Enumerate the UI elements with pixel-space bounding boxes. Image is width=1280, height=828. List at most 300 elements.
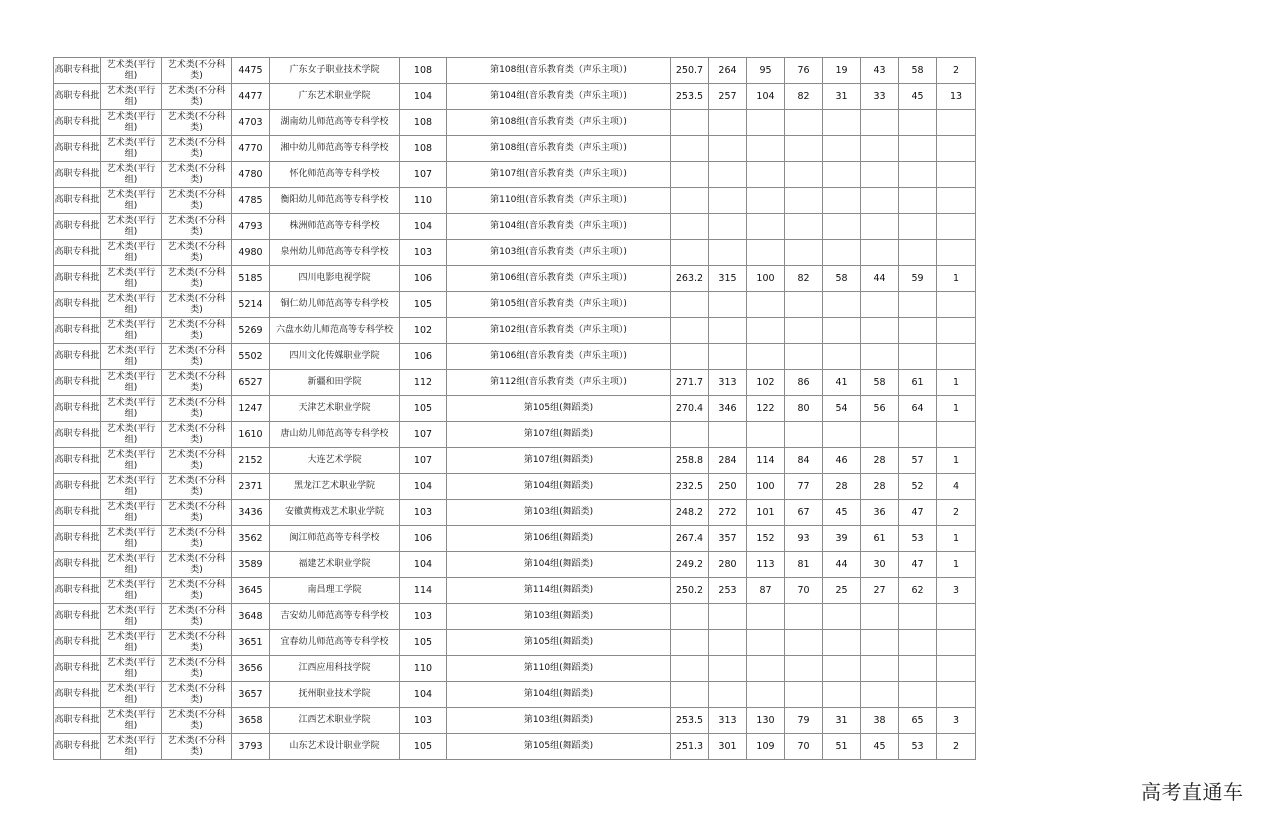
stat-1-cell: 313 bbox=[709, 708, 747, 734]
stat-4-cell bbox=[823, 656, 861, 682]
stat-1-cell: 284 bbox=[709, 448, 747, 474]
subject-type-cell: 艺术类(不分科类) bbox=[162, 58, 232, 84]
stat-4-cell: 41 bbox=[823, 370, 861, 396]
group-code-cell: 107 bbox=[400, 422, 447, 448]
stat-5-cell bbox=[861, 240, 899, 266]
score-cell: 249.2 bbox=[671, 552, 709, 578]
stat-1-cell: 253 bbox=[709, 578, 747, 604]
group-name-cell: 第110组(舞蹈类) bbox=[447, 656, 671, 682]
group-code-cell: 104 bbox=[400, 84, 447, 110]
batch-cell: 高职专科批 bbox=[54, 734, 101, 760]
group-name-cell: 第114组(舞蹈类) bbox=[447, 578, 671, 604]
stat-6-cell: 45 bbox=[899, 84, 937, 110]
school-name-cell: 衡阳幼儿师范高等专科学校 bbox=[270, 188, 400, 214]
school-code-cell: 3658 bbox=[232, 708, 270, 734]
group-name-cell: 第106组(音乐教育类（声乐主项）) bbox=[447, 266, 671, 292]
table-row bbox=[54, 58, 976, 84]
score-cell bbox=[671, 604, 709, 630]
stat-2-cell bbox=[747, 214, 785, 240]
score-cell: 253.5 bbox=[671, 84, 709, 110]
stat-6-cell: 65 bbox=[899, 708, 937, 734]
school-name-cell: 抚州职业技术学院 bbox=[270, 682, 400, 708]
category-cell: 艺术类(平行组) bbox=[101, 526, 162, 552]
group-name-cell: 第102组(音乐教育类（声乐主项）) bbox=[447, 318, 671, 344]
subject-type-cell: 艺术类(不分科类) bbox=[162, 396, 232, 422]
school-code-cell: 4793 bbox=[232, 214, 270, 240]
score-cell bbox=[671, 630, 709, 656]
group-code-cell: 106 bbox=[400, 526, 447, 552]
school-code-cell: 4703 bbox=[232, 110, 270, 136]
group-name-cell: 第104组(舞蹈类) bbox=[447, 474, 671, 500]
stat-4-cell bbox=[823, 214, 861, 240]
score-cell: 258.8 bbox=[671, 448, 709, 474]
category-cell: 艺术类(平行组) bbox=[101, 578, 162, 604]
table-row bbox=[54, 474, 976, 500]
subject-type-cell: 艺术类(不分科类) bbox=[162, 500, 232, 526]
group-code-cell: 105 bbox=[400, 734, 447, 760]
stat-7-cell: 1 bbox=[937, 552, 976, 578]
stat-5-cell bbox=[861, 656, 899, 682]
stat-2-cell: 100 bbox=[747, 266, 785, 292]
watermark-text: 高考直通车 bbox=[1141, 780, 1244, 804]
batch-cell: 高职专科批 bbox=[54, 292, 101, 318]
group-code-cell: 107 bbox=[400, 162, 447, 188]
batch-cell: 高职专科批 bbox=[54, 396, 101, 422]
subject-type-cell: 艺术类(不分科类) bbox=[162, 552, 232, 578]
group-code-cell: 106 bbox=[400, 344, 447, 370]
school-code-cell: 4770 bbox=[232, 136, 270, 162]
stat-1-cell bbox=[709, 682, 747, 708]
table-row bbox=[54, 162, 976, 188]
stat-6-cell bbox=[899, 656, 937, 682]
table-row bbox=[54, 682, 976, 708]
stat-2-cell bbox=[747, 188, 785, 214]
stat-3-cell: 76 bbox=[785, 58, 823, 84]
stat-3-cell bbox=[785, 188, 823, 214]
stat-1-cell: 257 bbox=[709, 84, 747, 110]
score-cell bbox=[671, 110, 709, 136]
stat-3-cell: 82 bbox=[785, 84, 823, 110]
subject-type-cell: 艺术类(不分科类) bbox=[162, 136, 232, 162]
batch-cell: 高职专科批 bbox=[54, 448, 101, 474]
stat-1-cell bbox=[709, 240, 747, 266]
school-name-cell: 江西应用科技学院 bbox=[270, 656, 400, 682]
group-code-cell: 104 bbox=[400, 552, 447, 578]
school-code-cell: 3562 bbox=[232, 526, 270, 552]
school-code-cell: 3645 bbox=[232, 578, 270, 604]
stat-6-cell: 58 bbox=[899, 58, 937, 84]
school-name-cell: 唐山幼儿师范高等专科学校 bbox=[270, 422, 400, 448]
admission-score-table bbox=[53, 57, 976, 760]
stat-2-cell: 109 bbox=[747, 734, 785, 760]
stat-5-cell bbox=[861, 318, 899, 344]
stat-5-cell bbox=[861, 136, 899, 162]
score-cell: 232.5 bbox=[671, 474, 709, 500]
score-cell bbox=[671, 682, 709, 708]
stat-5-cell: 61 bbox=[861, 526, 899, 552]
stat-1-cell bbox=[709, 422, 747, 448]
score-cell bbox=[671, 422, 709, 448]
batch-cell: 高职专科批 bbox=[54, 474, 101, 500]
stat-5-cell bbox=[861, 630, 899, 656]
table-row bbox=[54, 110, 976, 136]
category-cell: 艺术类(平行组) bbox=[101, 214, 162, 240]
school-code-cell: 2152 bbox=[232, 448, 270, 474]
stat-5-cell bbox=[861, 422, 899, 448]
group-name-cell: 第104组(舞蹈类) bbox=[447, 552, 671, 578]
stat-2-cell bbox=[747, 292, 785, 318]
school-name-cell: 株洲师范高等专科学校 bbox=[270, 214, 400, 240]
stat-4-cell: 51 bbox=[823, 734, 861, 760]
batch-cell: 高职专科批 bbox=[54, 188, 101, 214]
group-code-cell: 105 bbox=[400, 630, 447, 656]
group-name-cell: 第107组(舞蹈类) bbox=[447, 448, 671, 474]
stat-2-cell: 122 bbox=[747, 396, 785, 422]
score-cell bbox=[671, 240, 709, 266]
school-code-cell: 5214 bbox=[232, 292, 270, 318]
school-name-cell: 黑龙江艺术职业学院 bbox=[270, 474, 400, 500]
stat-4-cell bbox=[823, 292, 861, 318]
school-name-cell: 怀化师范高等专科学校 bbox=[270, 162, 400, 188]
stat-5-cell bbox=[861, 214, 899, 240]
school-code-cell: 3657 bbox=[232, 682, 270, 708]
subject-type-cell: 艺术类(不分科类) bbox=[162, 110, 232, 136]
stat-3-cell bbox=[785, 162, 823, 188]
subject-type-cell: 艺术类(不分科类) bbox=[162, 188, 232, 214]
stat-6-cell: 47 bbox=[899, 500, 937, 526]
stat-3-cell bbox=[785, 630, 823, 656]
subject-type-cell: 艺术类(不分科类) bbox=[162, 578, 232, 604]
category-cell: 艺术类(平行组) bbox=[101, 370, 162, 396]
category-cell: 艺术类(平行组) bbox=[101, 604, 162, 630]
school-code-cell: 4477 bbox=[232, 84, 270, 110]
table-row bbox=[54, 344, 976, 370]
stat-6-cell bbox=[899, 240, 937, 266]
score-cell: 271.7 bbox=[671, 370, 709, 396]
stat-7-cell: 1 bbox=[937, 526, 976, 552]
category-cell: 艺术类(平行组) bbox=[101, 162, 162, 188]
group-name-cell: 第108组(音乐教育类（声乐主项）) bbox=[447, 110, 671, 136]
group-code-cell: 103 bbox=[400, 500, 447, 526]
group-code-cell: 104 bbox=[400, 214, 447, 240]
table-row bbox=[54, 240, 976, 266]
school-code-cell: 5502 bbox=[232, 344, 270, 370]
category-cell: 艺术类(平行组) bbox=[101, 266, 162, 292]
subject-type-cell: 艺术类(不分科类) bbox=[162, 474, 232, 500]
table-row bbox=[54, 500, 976, 526]
subject-type-cell: 艺术类(不分科类) bbox=[162, 604, 232, 630]
stat-1-cell bbox=[709, 188, 747, 214]
subject-type-cell: 艺术类(不分科类) bbox=[162, 84, 232, 110]
stat-1-cell bbox=[709, 344, 747, 370]
stat-4-cell: 58 bbox=[823, 266, 861, 292]
stat-2-cell bbox=[747, 604, 785, 630]
subject-type-cell: 艺术类(不分科类) bbox=[162, 344, 232, 370]
stat-1-cell bbox=[709, 630, 747, 656]
table-row bbox=[54, 604, 976, 630]
school-name-cell: 南昌理工学院 bbox=[270, 578, 400, 604]
stat-5-cell bbox=[861, 162, 899, 188]
stat-4-cell: 54 bbox=[823, 396, 861, 422]
school-name-cell: 四川文化传媒职业学院 bbox=[270, 344, 400, 370]
category-cell: 艺术类(平行组) bbox=[101, 500, 162, 526]
stat-7-cell bbox=[937, 630, 976, 656]
school-code-cell: 3436 bbox=[232, 500, 270, 526]
stat-6-cell bbox=[899, 214, 937, 240]
score-cell: 270.4 bbox=[671, 396, 709, 422]
stat-2-cell bbox=[747, 344, 785, 370]
stat-2-cell bbox=[747, 630, 785, 656]
stat-5-cell: 56 bbox=[861, 396, 899, 422]
table-row bbox=[54, 734, 976, 760]
stat-7-cell bbox=[937, 162, 976, 188]
stat-3-cell: 77 bbox=[785, 474, 823, 500]
stat-3-cell: 82 bbox=[785, 266, 823, 292]
group-code-cell: 108 bbox=[400, 110, 447, 136]
group-name-cell: 第108组(音乐教育类（声乐主项）) bbox=[447, 136, 671, 162]
stat-4-cell bbox=[823, 188, 861, 214]
score-cell: 263.2 bbox=[671, 266, 709, 292]
group-name-cell: 第104组(舞蹈类) bbox=[447, 682, 671, 708]
stat-5-cell bbox=[861, 682, 899, 708]
stat-6-cell: 47 bbox=[899, 552, 937, 578]
category-cell: 艺术类(平行组) bbox=[101, 552, 162, 578]
stat-3-cell: 84 bbox=[785, 448, 823, 474]
subject-type-cell: 艺术类(不分科类) bbox=[162, 162, 232, 188]
school-code-cell: 3651 bbox=[232, 630, 270, 656]
stat-4-cell: 28 bbox=[823, 474, 861, 500]
stat-6-cell: 64 bbox=[899, 396, 937, 422]
school-code-cell: 3793 bbox=[232, 734, 270, 760]
group-code-cell: 103 bbox=[400, 240, 447, 266]
stat-7-cell bbox=[937, 422, 976, 448]
stat-6-cell bbox=[899, 604, 937, 630]
school-code-cell: 4785 bbox=[232, 188, 270, 214]
school-name-cell: 四川电影电视学院 bbox=[270, 266, 400, 292]
stat-7-cell: 4 bbox=[937, 474, 976, 500]
stat-6-cell: 57 bbox=[899, 448, 937, 474]
category-cell: 艺术类(平行组) bbox=[101, 396, 162, 422]
stat-6-cell bbox=[899, 344, 937, 370]
group-name-cell: 第105组(舞蹈类) bbox=[447, 734, 671, 760]
batch-cell: 高职专科批 bbox=[54, 58, 101, 84]
school-code-cell: 6527 bbox=[232, 370, 270, 396]
subject-type-cell: 艺术类(不分科类) bbox=[162, 682, 232, 708]
group-name-cell: 第103组(音乐教育类（声乐主项）) bbox=[447, 240, 671, 266]
group-name-cell: 第108组(音乐教育类（声乐主项）) bbox=[447, 58, 671, 84]
category-cell: 艺术类(平行组) bbox=[101, 422, 162, 448]
school-name-cell: 广东艺术职业学院 bbox=[270, 84, 400, 110]
group-code-cell: 112 bbox=[400, 370, 447, 396]
stat-3-cell bbox=[785, 344, 823, 370]
stat-2-cell: 130 bbox=[747, 708, 785, 734]
subject-type-cell: 艺术类(不分科类) bbox=[162, 448, 232, 474]
category-cell: 艺术类(平行组) bbox=[101, 734, 162, 760]
stat-5-cell: 28 bbox=[861, 474, 899, 500]
category-cell: 艺术类(平行组) bbox=[101, 474, 162, 500]
batch-cell: 高职专科批 bbox=[54, 214, 101, 240]
stat-6-cell bbox=[899, 292, 937, 318]
school-name-cell: 福建艺术职业学院 bbox=[270, 552, 400, 578]
subject-type-cell: 艺术类(不分科类) bbox=[162, 656, 232, 682]
school-code-cell: 5185 bbox=[232, 266, 270, 292]
school-code-cell: 1247 bbox=[232, 396, 270, 422]
group-name-cell: 第110组(音乐教育类（声乐主项）) bbox=[447, 188, 671, 214]
school-name-cell: 湖南幼儿师范高等专科学校 bbox=[270, 110, 400, 136]
stat-7-cell bbox=[937, 656, 976, 682]
school-name-cell: 湘中幼儿师范高等专科学校 bbox=[270, 136, 400, 162]
stat-7-cell: 3 bbox=[937, 708, 976, 734]
stat-7-cell: 13 bbox=[937, 84, 976, 110]
stat-6-cell: 61 bbox=[899, 370, 937, 396]
stat-1-cell bbox=[709, 162, 747, 188]
stat-1-cell: 346 bbox=[709, 396, 747, 422]
batch-cell: 高职专科批 bbox=[54, 630, 101, 656]
table-row bbox=[54, 422, 976, 448]
category-cell: 艺术类(平行组) bbox=[101, 58, 162, 84]
stat-7-cell bbox=[937, 136, 976, 162]
group-name-cell: 第105组(舞蹈类) bbox=[447, 630, 671, 656]
score-cell: 248.2 bbox=[671, 500, 709, 526]
subject-type-cell: 艺术类(不分科类) bbox=[162, 422, 232, 448]
group-name-cell: 第104组(音乐教育类（声乐主项）) bbox=[447, 84, 671, 110]
stat-2-cell: 101 bbox=[747, 500, 785, 526]
stat-1-cell bbox=[709, 110, 747, 136]
table-row bbox=[54, 266, 976, 292]
school-name-cell: 广东女子职业技术学院 bbox=[270, 58, 400, 84]
subject-type-cell: 艺术类(不分科类) bbox=[162, 370, 232, 396]
score-cell: 267.4 bbox=[671, 526, 709, 552]
category-cell: 艺术类(平行组) bbox=[101, 344, 162, 370]
stat-7-cell: 1 bbox=[937, 448, 976, 474]
batch-cell: 高职专科批 bbox=[54, 240, 101, 266]
stat-7-cell: 2 bbox=[937, 734, 976, 760]
stat-3-cell bbox=[785, 110, 823, 136]
stat-3-cell: 79 bbox=[785, 708, 823, 734]
stat-7-cell bbox=[937, 682, 976, 708]
stat-4-cell: 46 bbox=[823, 448, 861, 474]
subject-type-cell: 艺术类(不分科类) bbox=[162, 734, 232, 760]
batch-cell: 高职专科批 bbox=[54, 266, 101, 292]
stat-5-cell bbox=[861, 292, 899, 318]
group-code-cell: 103 bbox=[400, 604, 447, 630]
stat-6-cell: 52 bbox=[899, 474, 937, 500]
stat-6-cell: 53 bbox=[899, 526, 937, 552]
stat-5-cell: 28 bbox=[861, 448, 899, 474]
stat-1-cell bbox=[709, 136, 747, 162]
school-name-cell: 山东艺术设计职业学院 bbox=[270, 734, 400, 760]
stat-4-cell bbox=[823, 318, 861, 344]
stat-1-cell: 301 bbox=[709, 734, 747, 760]
stat-5-cell: 30 bbox=[861, 552, 899, 578]
stat-4-cell bbox=[823, 240, 861, 266]
stat-1-cell: 313 bbox=[709, 370, 747, 396]
stat-1-cell bbox=[709, 604, 747, 630]
stat-5-cell: 58 bbox=[861, 370, 899, 396]
score-cell bbox=[671, 136, 709, 162]
stat-3-cell bbox=[785, 292, 823, 318]
school-name-cell: 吉安幼儿师范高等专科学校 bbox=[270, 604, 400, 630]
table-row bbox=[54, 630, 976, 656]
stat-3-cell: 70 bbox=[785, 578, 823, 604]
batch-cell: 高职专科批 bbox=[54, 110, 101, 136]
school-code-cell: 3648 bbox=[232, 604, 270, 630]
stat-7-cell bbox=[937, 604, 976, 630]
stat-7-cell bbox=[937, 214, 976, 240]
score-cell: 253.5 bbox=[671, 708, 709, 734]
stat-4-cell: 31 bbox=[823, 708, 861, 734]
batch-cell: 高职专科批 bbox=[54, 604, 101, 630]
table-row bbox=[54, 578, 976, 604]
subject-type-cell: 艺术类(不分科类) bbox=[162, 266, 232, 292]
batch-cell: 高职专科批 bbox=[54, 344, 101, 370]
stat-3-cell bbox=[785, 136, 823, 162]
stat-6-cell bbox=[899, 110, 937, 136]
stat-2-cell: 87 bbox=[747, 578, 785, 604]
category-cell: 艺术类(平行组) bbox=[101, 84, 162, 110]
score-cell: 250.2 bbox=[671, 578, 709, 604]
stat-4-cell: 39 bbox=[823, 526, 861, 552]
group-code-cell: 108 bbox=[400, 136, 447, 162]
batch-cell: 高职专科批 bbox=[54, 526, 101, 552]
stat-7-cell bbox=[937, 110, 976, 136]
stat-1-cell bbox=[709, 318, 747, 344]
stat-2-cell bbox=[747, 162, 785, 188]
table-row bbox=[54, 448, 976, 474]
group-name-cell: 第103组(舞蹈类) bbox=[447, 500, 671, 526]
table-row bbox=[54, 318, 976, 344]
subject-type-cell: 艺术类(不分科类) bbox=[162, 708, 232, 734]
group-code-cell: 105 bbox=[400, 292, 447, 318]
stat-5-cell bbox=[861, 188, 899, 214]
batch-cell: 高职专科批 bbox=[54, 578, 101, 604]
group-code-cell: 102 bbox=[400, 318, 447, 344]
score-cell bbox=[671, 162, 709, 188]
stat-6-cell bbox=[899, 188, 937, 214]
stat-7-cell: 3 bbox=[937, 578, 976, 604]
score-cell bbox=[671, 214, 709, 240]
table-row bbox=[54, 188, 976, 214]
stat-3-cell bbox=[785, 214, 823, 240]
table-row bbox=[54, 292, 976, 318]
stat-6-cell bbox=[899, 318, 937, 344]
stat-5-cell bbox=[861, 344, 899, 370]
stat-3-cell bbox=[785, 422, 823, 448]
batch-cell: 高职专科批 bbox=[54, 422, 101, 448]
stat-2-cell bbox=[747, 318, 785, 344]
subject-type-cell: 艺术类(不分科类) bbox=[162, 526, 232, 552]
stat-2-cell bbox=[747, 656, 785, 682]
score-cell bbox=[671, 344, 709, 370]
stat-2-cell: 152 bbox=[747, 526, 785, 552]
stat-2-cell: 100 bbox=[747, 474, 785, 500]
category-cell: 艺术类(平行组) bbox=[101, 682, 162, 708]
stat-3-cell bbox=[785, 656, 823, 682]
stat-2-cell: 113 bbox=[747, 552, 785, 578]
stat-7-cell bbox=[937, 344, 976, 370]
batch-cell: 高职专科批 bbox=[54, 682, 101, 708]
group-code-cell: 105 bbox=[400, 396, 447, 422]
school-code-cell: 2371 bbox=[232, 474, 270, 500]
category-cell: 艺术类(平行组) bbox=[101, 240, 162, 266]
batch-cell: 高职专科批 bbox=[54, 708, 101, 734]
category-cell: 艺术类(平行组) bbox=[101, 448, 162, 474]
stat-6-cell: 53 bbox=[899, 734, 937, 760]
stat-6-cell: 62 bbox=[899, 578, 937, 604]
batch-cell: 高职专科批 bbox=[54, 84, 101, 110]
score-cell bbox=[671, 292, 709, 318]
stat-5-cell bbox=[861, 110, 899, 136]
